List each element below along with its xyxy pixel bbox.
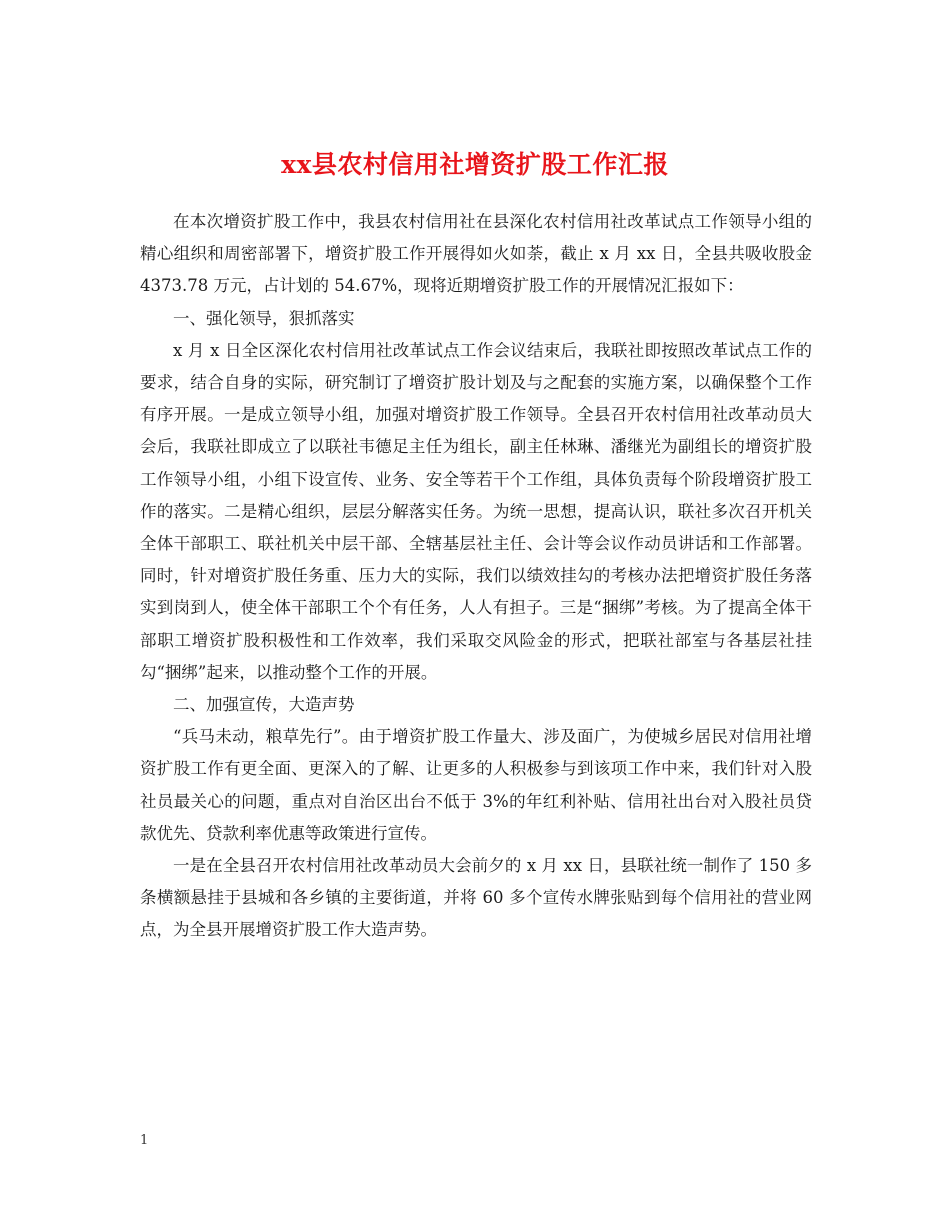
section-heading-1: 一、强化领导，狠抓落实 [173,308,355,328]
section-2-paragraph-2: 一是在全县召开农村信用社改革动员大会前夕的 x 月 xx 日，县联社统一制作了 150 多条横额悬挂于县城和各乡镇的主要街道，并将 60 多个宣传水牌张贴到每个信用社的营业网点，为全县开展增资扩股工作大造声势。 [140,856,812,940]
section-1-paragraph: x 月 x 日全区深化农村信用社改革试点工作会议结束后，我联社即按照改革试点工作的要求，结合自身的实际，研究制订了增资扩股计划及与之配套的实施方案，以确保整个工作有序开展。一是成立领导小组，加强对增资扩股工作领导。全县召开农村信用社改革动员大会后，我联社即成立了以联社韦德足主任为组长，副主任林琳、潘继光为副组长的增资扩股工作领导小组，小组下设宣传、业务、安全等若干个工作组，具体负责每个阶段增资扩股工作的落实。二是精心组织，层层分解落实任务。为统一思想，提高认识，联社多次召开机关全体干部职工、联社机关中层干部、全辖基层社主任、会计等会议作动员讲话和工作部署。同时，针对增资扩股任务重、压力大的实际，我们以绩效挂勾的考核办法把增资扩股任务落实到岗到人，使全体干部职工个个有任务，人人有担子。三是“捆绑”考核。为了提高全体干部职工增资扩股积极性和工作效率，我们采取交风险金的形式，把联社部室与各基层社挂勾“捆绑”起来，以推动整个工作的开展。 [140,340,812,682]
section-2-paragraph-1: “兵马未动，粮草先行”。由于增资扩股工作量大、涉及面广，为使城乡居民对信用社增资扩股工作有更全面、更深入的了解、让更多的人积极参与到该项工作中来，我们针对入股社员最关心的问题，重点对自治区出台不低于 3%的年红利补贴、信用社出台对入股社员贷款优先、贷款利率优惠等政策进行宣传。 [140,727,812,843]
document-title: xx县农村信用社增资扩股工作汇报 [281,149,669,179]
intro-paragraph: 在本次增资扩股工作中，我县农村信用社在县深化农村信用社改革试点工作领导小组的精心组织和周密部署下，增资扩股工作开展得如火如荼，截止 x 月 xx 日，全县共吸收股金 4373.78 万元，占计划的 54.67%，现将近期增资扩股工作的开展情况汇报如下： [140,212,812,296]
document-body [140,206,812,947]
section-heading-2: 二、加强宣传，大造声势 [173,695,355,715]
page-number: 1 [140,1133,149,1148]
